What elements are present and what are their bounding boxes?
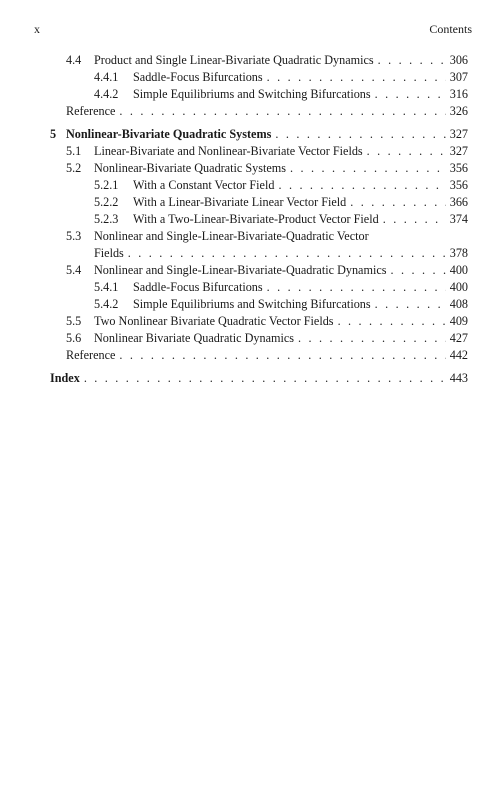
section-number: 5.4 <box>66 263 82 277</box>
dot-leader <box>128 245 446 262</box>
toc-entry <box>0 103 500 120</box>
page-ref: 400 <box>449 263 468 277</box>
dot-leader <box>383 211 446 228</box>
toc-chapter-entry <box>0 126 500 143</box>
entry-title: Fields <box>94 246 124 260</box>
index-title: Index <box>50 371 80 385</box>
toc-entry <box>0 262 500 279</box>
dot-leader <box>375 296 446 313</box>
toc-entry <box>0 52 500 69</box>
entry-title: Two Nonlinear Bivariate Quadratic Vector Fields <box>94 314 334 328</box>
page-ref: 356 <box>449 161 468 175</box>
dot-leader <box>390 262 445 279</box>
entry-title: With a Linear-Bivariate Linear Vector Field <box>133 195 347 209</box>
page-ref: 427 <box>449 331 468 345</box>
entry-title: Product and Single Linear-Bivariate Quadratic Dynamics <box>94 53 374 67</box>
page-ref: 356 <box>449 178 468 192</box>
toc-entry <box>0 194 500 211</box>
toc-entry <box>0 313 500 330</box>
section-number: 5.2.1 <box>94 178 119 192</box>
entry-title: Simple Equilibriums and Switching Bifurcations <box>133 87 371 101</box>
dot-leader <box>275 126 445 143</box>
dot-leader <box>84 370 446 387</box>
entry-title: Nonlinear-Bivariate Quadratic Systems <box>94 161 286 175</box>
dot-leader <box>375 86 446 103</box>
toc-entry <box>0 160 500 177</box>
toc-entry <box>0 347 500 364</box>
page-ref: 409 <box>449 314 468 328</box>
chapter-number: 5 <box>50 127 57 141</box>
entry-title: Nonlinear and Single-Linear-Bivariate-Quadratic Vector <box>94 229 369 243</box>
section-number: 4.4.1 <box>94 70 119 84</box>
section-number: 5.1 <box>66 144 82 158</box>
section-number: 5.4.2 <box>94 297 119 311</box>
entry-title: Saddle-Focus Bifurcations <box>133 280 263 294</box>
page-ref: 366 <box>449 195 468 209</box>
toc-entry <box>0 279 500 296</box>
page-ref: 443 <box>449 371 468 385</box>
toc-entry-continuation <box>0 245 500 262</box>
section-number: 5.6 <box>66 331 82 345</box>
dot-leader <box>267 279 446 296</box>
dot-leader <box>378 52 446 69</box>
entry-title: With a Two-Linear-Bivariate-Product Vector Field <box>133 212 379 226</box>
page-ref: 327 <box>449 127 468 141</box>
dot-leader <box>267 69 446 86</box>
entry-title: Reference <box>66 104 116 118</box>
entry-title: Nonlinear and Single-Linear-Bivariate-Quadratic Dynamics <box>94 263 387 277</box>
toc-entry <box>0 143 500 160</box>
page-ref: 442 <box>449 348 468 362</box>
section-number: 5.5 <box>66 314 82 328</box>
page-ref: 378 <box>449 246 468 260</box>
entry-title: Linear-Bivariate and Nonlinear-Bivariate Vector Fields <box>94 144 363 158</box>
page-ref: 306 <box>449 53 468 67</box>
toc-entry <box>0 177 500 194</box>
toc-entry <box>0 69 500 86</box>
toc-index-entry <box>0 370 500 387</box>
entry-title: Nonlinear Bivariate Quadratic Dynamics <box>94 331 295 345</box>
section-number: 5.2 <box>66 161 82 175</box>
page-ref: 326 <box>449 104 468 118</box>
section-number: 5.3 <box>66 229 82 243</box>
dot-leader <box>367 143 446 160</box>
page-number: x <box>34 22 40 36</box>
dot-leader <box>119 347 445 364</box>
dot-leader <box>119 103 445 120</box>
page-ref: 327 <box>449 144 468 158</box>
dot-leader <box>350 194 445 211</box>
running-title: Contents <box>429 22 472 36</box>
dot-leader <box>278 177 445 194</box>
entry-title: Simple Equilibriums and Switching Bifurcations <box>133 297 371 311</box>
page-ref: 374 <box>449 212 468 226</box>
section-number: 5.2.3 <box>94 212 119 226</box>
dot-leader <box>298 330 446 347</box>
toc-entry <box>0 228 500 245</box>
page-ref: 307 <box>449 70 468 84</box>
page-ref: 408 <box>449 297 468 311</box>
toc-entry <box>0 296 500 313</box>
dot-leader <box>290 160 446 177</box>
toc-entry <box>0 211 500 228</box>
toc-entry <box>0 330 500 347</box>
toc-entry <box>0 86 500 103</box>
page-ref: 316 <box>449 87 468 101</box>
section-number: 4.4.2 <box>94 87 119 101</box>
dot-leader <box>338 313 446 330</box>
entry-title: Saddle-Focus Bifurcations <box>133 70 263 84</box>
entry-title: Reference <box>66 348 116 362</box>
section-number: 4.4 <box>66 53 82 67</box>
page-header <box>34 22 472 40</box>
section-number: 5.4.1 <box>94 280 119 294</box>
page-ref: 400 <box>449 280 468 294</box>
chapter-title: Nonlinear-Bivariate Quadratic Systems <box>66 127 272 141</box>
section-number: 5.2.2 <box>94 195 119 209</box>
entry-title: With a Constant Vector Field <box>133 178 275 192</box>
